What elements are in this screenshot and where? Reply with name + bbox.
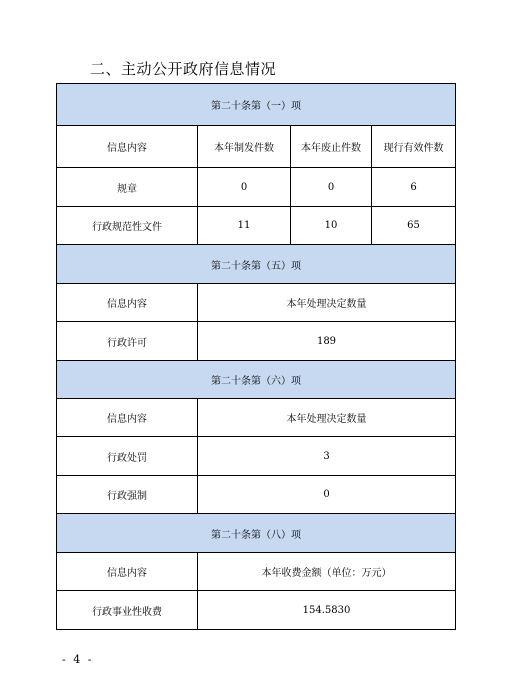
table-cell: 行政事业性收费: [57, 591, 198, 630]
section-header-row: [57, 361, 456, 399]
section-header-row: [57, 514, 456, 553]
table-header-row: [57, 399, 456, 437]
header-cell: 信息内容: [57, 284, 198, 322]
section-heading: 二、主动公开政府信息情况: [90, 60, 277, 78]
table-cell: 0: [198, 476, 456, 514]
section8-title: 第二十条第（八）项: [57, 514, 456, 553]
table-row: [57, 322, 456, 361]
table-row: [57, 591, 456, 630]
header-cell: 现行有效件数: [372, 126, 456, 168]
table-header-row: [57, 553, 456, 591]
table-row: [57, 476, 456, 514]
header-cell: 信息内容: [57, 399, 198, 437]
table-cell: 规章: [57, 168, 198, 207]
table-cell: 10: [291, 207, 372, 245]
table-row: [57, 207, 456, 245]
table-cell: 11: [198, 207, 291, 245]
section1-title: 第二十条第（一）项: [57, 84, 456, 126]
header-cell: 本年收费金额（单位：万元）: [198, 553, 456, 591]
section5-title: 第二十条第（五）项: [57, 245, 456, 284]
header-cell: 本年废止件数: [291, 126, 372, 168]
section-header-row: [57, 245, 456, 284]
table-cell: 189: [198, 322, 456, 361]
table-cell: 行政处罚: [57, 437, 198, 476]
table-row: [57, 437, 456, 476]
section-header-row: [57, 84, 456, 126]
info-table: [56, 83, 456, 630]
section6-title: 第二十条第（六）项: [57, 361, 456, 399]
table-cell: 0: [198, 168, 291, 207]
table-cell: 6: [372, 168, 456, 207]
table-cell: 行政强制: [57, 476, 198, 514]
table-cell: 65: [372, 207, 456, 245]
table-cell: 0: [291, 168, 372, 207]
table-cell: 行政规范性文件: [57, 207, 198, 245]
table-cell: 154.5830: [198, 591, 456, 630]
header-cell: 本年制发件数: [198, 126, 291, 168]
header-cell: 信息内容: [57, 126, 198, 168]
header-cell: 信息内容: [57, 553, 198, 591]
table-header-row: [57, 126, 456, 168]
page-number: - 4 -: [62, 653, 94, 666]
table-row: [57, 168, 456, 207]
table-cell: 3: [198, 437, 456, 476]
table-cell: 行政许可: [57, 322, 198, 361]
header-cell: 本年处理决定数量: [198, 399, 456, 437]
header-cell: 本年处理决定数量: [198, 284, 456, 322]
table-header-row: [57, 284, 456, 322]
